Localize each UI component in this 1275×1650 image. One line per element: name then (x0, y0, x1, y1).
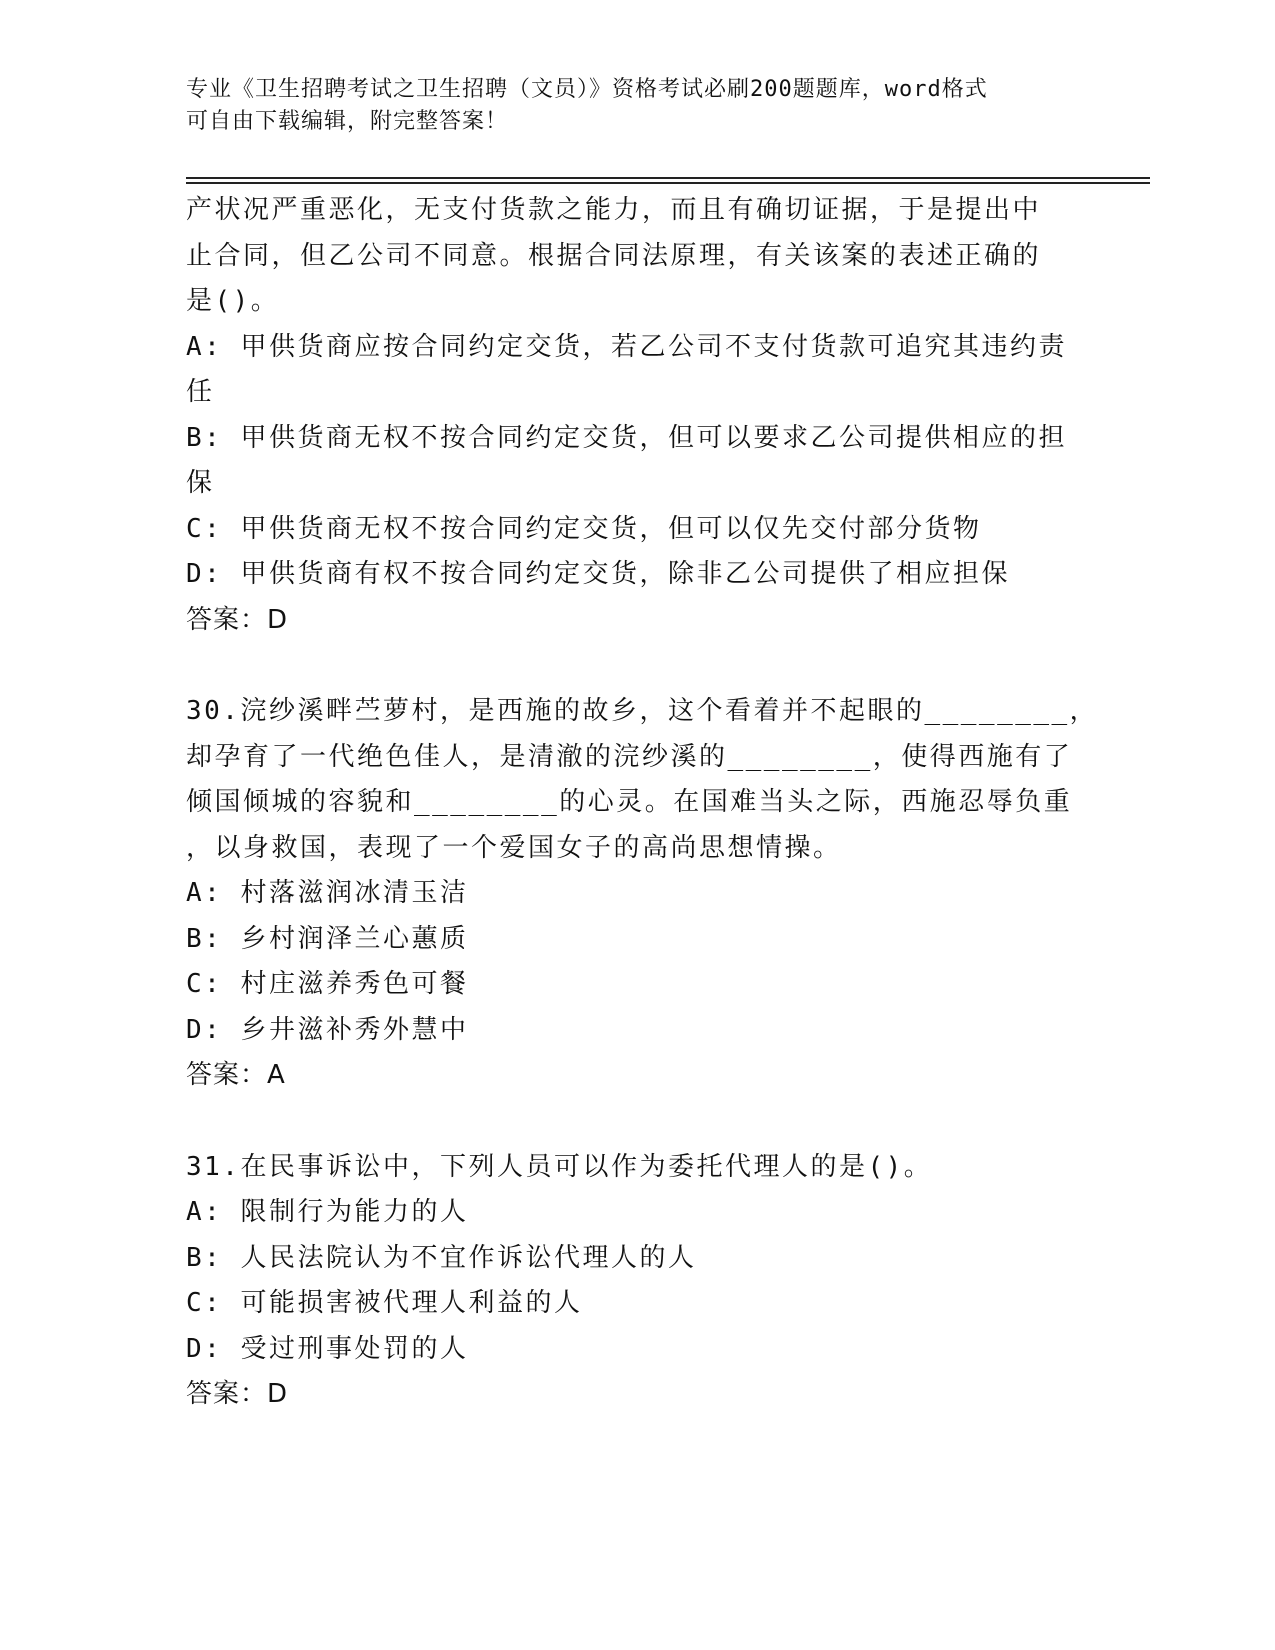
question-29 (186, 188, 1076, 643)
question-stem-line: ，以身救国，表现了一个爱国女子的高尚思想情操。 (186, 832, 842, 863)
question-content (186, 188, 1099, 1418)
option-b-continued: 保 (186, 468, 215, 498)
question-30 (186, 689, 1099, 1099)
option-c: C: 甲供货商无权不按合同约定交货，但可以仅先交付部分货物 (186, 513, 982, 544)
question-stem-line: 31.在民事诉讼中，下列人员可以作为委托代理人的是()。 (186, 1151, 933, 1182)
answer-label: 答案：D (186, 604, 289, 635)
option-b: B: 甲供货商无权不按合同约定交货，但可以要求乙公司提供相应的担 (186, 422, 1067, 453)
answer-label: 答案：D (186, 1379, 289, 1409)
question-stem-line: 30.浣纱溪畔苎萝村，是西施的故乡，这个看着并不起眼的________， (186, 696, 1099, 726)
question-31 (186, 1145, 1076, 1418)
header-divider-bottom (186, 182, 1150, 184)
option-d: D: 甲供货商有权不按合同约定交货，除非乙公司提供了相应担保 (186, 559, 1010, 589)
option-c: C: 村庄滋养秀色可餐 (186, 969, 469, 999)
question-stem-line: 却孕育了一代绝色佳人，是清澈的浣纱溪的________，使得西施有了 (186, 741, 1073, 772)
question-stem-line: 止合同，但乙公司不同意。根据合同法原理，有关该案的表述正确的 (186, 240, 1042, 271)
option-a: A: 限制行为能力的人 (186, 1197, 469, 1227)
option-b: B: 乡村润泽兰心蕙质 (186, 923, 469, 954)
option-c: C: 可能损害被代理人利益的人 (186, 1288, 583, 1318)
option-a-continued: 任 (186, 377, 215, 407)
question-stem-line: 倾国倾城的容貌和________的心灵。在国难当头之际，西施忍辱负重 (186, 787, 1073, 817)
document-header (186, 74, 1066, 138)
header-title-line-1: 专业《卫生招聘考试之卫生招聘（文员）》资格考试必刷200题题库，word格式 (186, 77, 988, 102)
option-a: A: 村落滋润冰清玉洁 (186, 878, 469, 908)
option-b: B: 人民法院认为不宜作诉讼代理人的人 (186, 1242, 697, 1273)
option-d: D: 受过刑事处罚的人 (186, 1333, 469, 1364)
answer-label: 答案：A (186, 1060, 286, 1090)
header-title-line-2: 可自由下载编辑，附完整答案！ (186, 109, 509, 134)
question-spacer (186, 643, 1076, 689)
question-spacer (186, 1099, 1076, 1145)
question-stem-line: 产状况严重恶化，无支付货款之能力，而且有确切证据，于是提出中 (186, 195, 1042, 225)
option-a: A: 甲供货商应按合同约定交货，若乙公司不支付货款可追究其违约责 (186, 331, 1067, 362)
header-divider-top (186, 177, 1150, 179)
option-d: D: 乡井滋补秀外慧中 (186, 1014, 469, 1045)
question-stem-line: 是()。 (186, 286, 280, 316)
